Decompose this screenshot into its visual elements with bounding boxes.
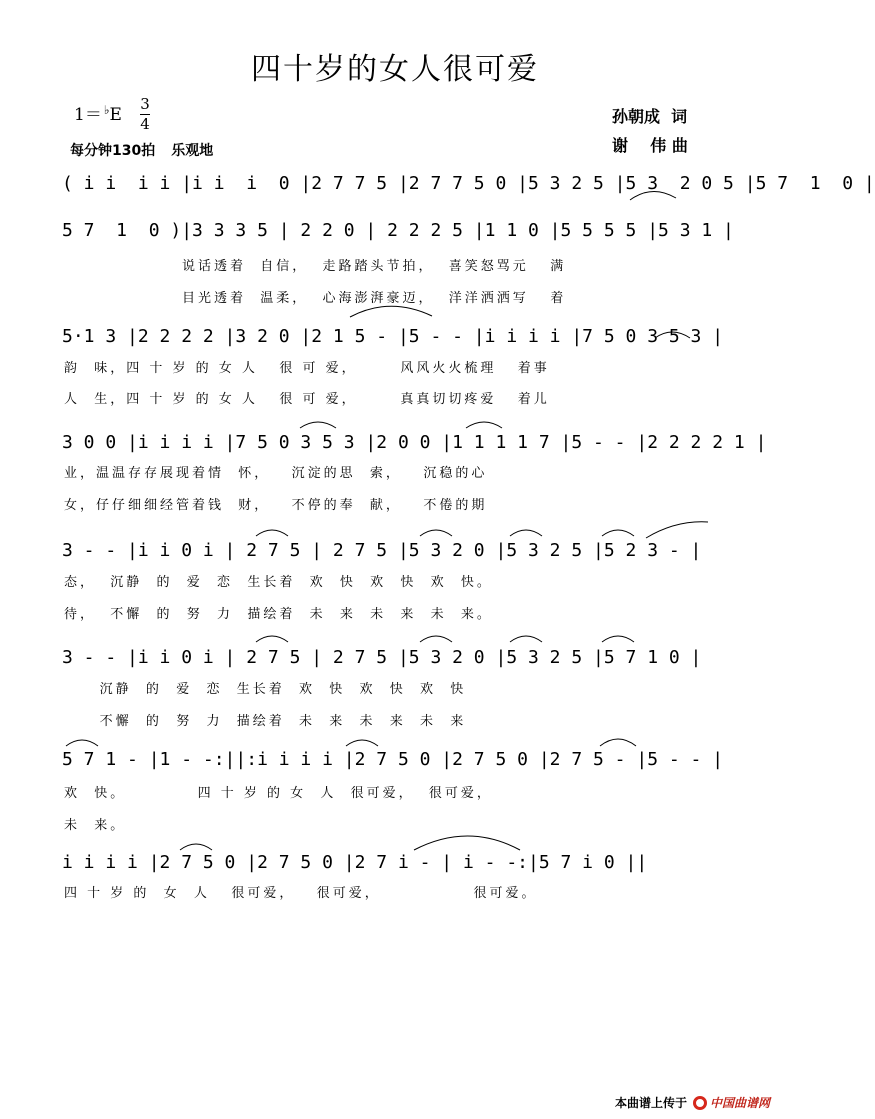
- lyrics-line-3-verse-2: 人 生，四 十 岁 的 女 人 很 可 爱， 真真切切疼爱 着儿: [64, 392, 550, 407]
- slur-line-3-b: [655, 332, 690, 338]
- slur-line-4-b: [466, 422, 502, 428]
- key-prefix: 1＝: [74, 105, 102, 125]
- footer-upload-text: 本曲谱上传于: [614, 1096, 687, 1110]
- slur-line-5-d: [602, 530, 634, 536]
- lyrics-line-2-verse-1: 说话透着 自信， 走路踏头节拍， 喜笑怒骂元 满: [182, 259, 567, 274]
- slur-line-5-a: [256, 530, 288, 536]
- slur-line-6-d: [602, 636, 634, 642]
- time-sig-top: 3: [140, 95, 150, 113]
- logo-ring-icon: [693, 1096, 707, 1110]
- slur-line-7-c: [600, 739, 636, 746]
- slur-line-4-a: [300, 422, 336, 428]
- composer-credit: 谢 伟 曲: [612, 136, 688, 155]
- notation-line-8: i i i i |2 7 5 0 |2 7 5 0 |2 7 i - | i - -:|5 7 i 0 ||: [62, 852, 648, 873]
- slur-line-3-a: [350, 306, 432, 317]
- song-title: 四十岁的女人很可爱: [251, 52, 539, 87]
- slur-line-7-a: [66, 740, 98, 746]
- slur-line-6-b: [420, 636, 452, 642]
- lyrics-line-2-verse-2: 目光透着 温柔， 心海澎湃豪迈， 洋洋洒洒写 着: [182, 291, 567, 306]
- lyrics-line-5-verse-2: 待， 不懈 的 努 力 描绘着 未 来 未 来 未 来。: [64, 607, 493, 622]
- notation-line-2: 5 7 1 0 )|3 3 3 5 | 2 2 0 | 2 2 2 5 |1 1 0 |5 5 5 5 |5 3 1 |: [62, 220, 734, 241]
- lyricist-credit: 孙朝成 词: [612, 107, 688, 126]
- notation-line-1: ( i i i i |i i i 0 |2 7 7 5 |2 7 7 5 0 |5 3 2 5 |5 3 2 0 5 |5 7 1 0 |: [62, 173, 875, 194]
- notation-line-3: 5·1 3 |2 2 2 2 |3 2 0 |2 1 5 - |5 - - |i i i i |7 5 0 3 5 3 |: [62, 326, 724, 347]
- notation-line-7: 5 7 1 - |1 - -:||:i i i i |2 7 5 0 |2 7 5 0 |2 7 5 - |5 - - |: [62, 749, 724, 770]
- notation-line-5: 3 - - |i i 0 i | 2 7 5 | 2 7 5 |5 3 2 0 |5 3 2 5 |5 2 3 - |: [62, 540, 702, 561]
- slur-line-7-b: [346, 740, 378, 746]
- slur-line-5-b: [420, 530, 452, 536]
- footer: [615, 1094, 770, 1111]
- notation-line-4: 3 0 0 |i i i i |7 5 0 3 5 3 |2 0 0 |1 1 1 1 7 |5 - - |2 2 2 2 1 |: [62, 432, 767, 453]
- lyrics-line-7-verse-1: 欢 快。 四 十 岁 的 女 人 很可爱， 很可爱，: [64, 786, 493, 801]
- flat-icon: ♭: [103, 103, 110, 117]
- lyrics-line-6-verse-2: 不懈 的 努 力 描绘着 未 来 未 来 未 来: [64, 714, 467, 729]
- slur-line-2: [630, 191, 676, 200]
- slur-line-8-b: [414, 836, 520, 850]
- lyrics-line-8-verse-1: 四 十 岁 的 女 人 很可爱， 很可爱， 很可爱。: [64, 886, 538, 901]
- slur-line-6-c: [510, 636, 542, 642]
- lyrics-line-4-verse-2: 女，仔仔细细经管着钱 财， 不停的奉 献， 不倦的期: [64, 498, 488, 513]
- lyrics-line-6-verse-1: 沉静 的 爱 恋 生长着 欢 快 欢 快 欢 快: [64, 682, 467, 697]
- time-sig-bottom: 4: [140, 115, 150, 133]
- slur-line-5-e: [646, 522, 708, 538]
- slur-line-5-c: [510, 530, 542, 536]
- key-note: E: [109, 105, 122, 125]
- slur-line-6-a: [256, 636, 288, 642]
- mood-text: 乐观地: [171, 143, 214, 159]
- lyrics-line-7-verse-2: 未 来。: [64, 818, 127, 833]
- tempo-text: 每分钟130拍: [70, 143, 156, 159]
- notation-line-6: 3 - - |i i 0 i | 2 7 5 | 2 7 5 |5 3 2 0 |5 3 2 5 |5 7 1 0 |: [62, 647, 702, 668]
- site-logo: [693, 1094, 770, 1111]
- lyrics-line-5-verse-1: 态， 沉静 的 爱 恋 生长着 欢 快 欢 快 欢 快。: [64, 575, 493, 590]
- footer-site-name: 中国曲谱网: [709, 1096, 770, 1110]
- lyrics-line-4-verse-1: 业，温温存存展现着情 怀， 沉淀的思 索， 沉稳的心: [64, 466, 488, 481]
- slur-line-8-a: [180, 844, 212, 850]
- lyrics-line-3-verse-1: 韵 味，四 十 岁 的 女 人 很 可 爱， 风风火火梳理 着事: [64, 361, 550, 376]
